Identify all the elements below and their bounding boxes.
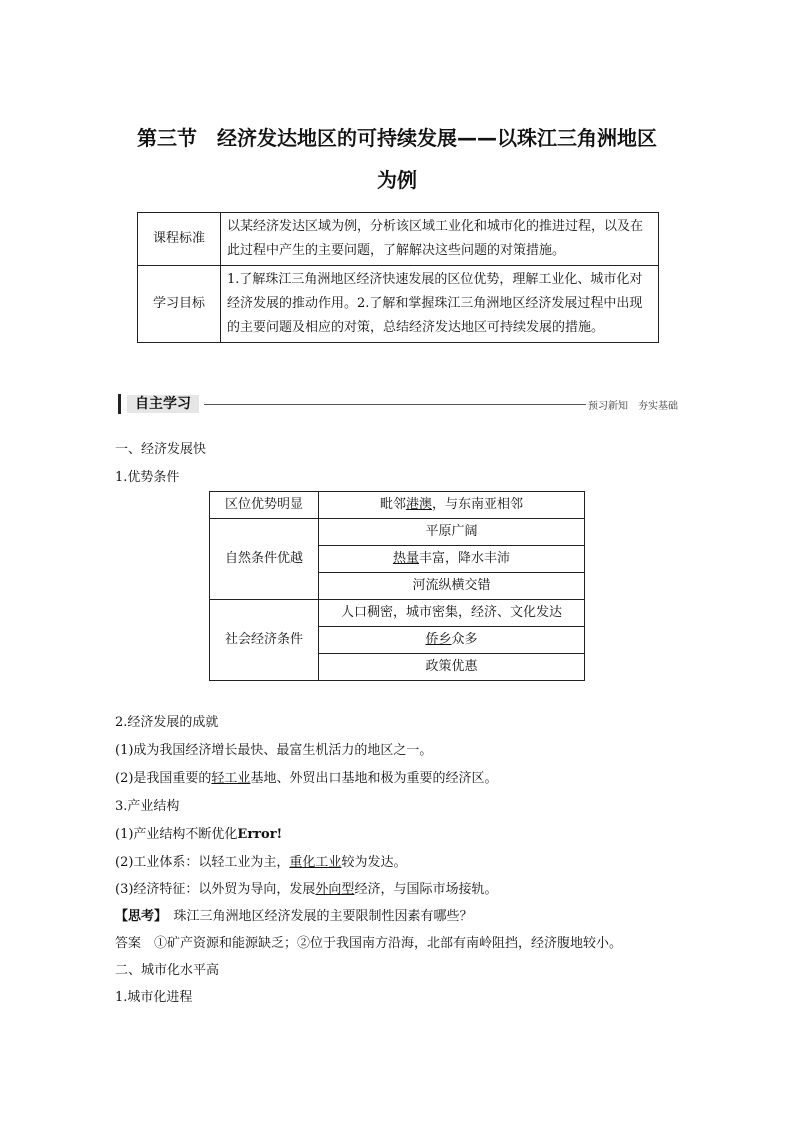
underlined-answer: 外向型: [315, 882, 355, 897]
standards-table: [137, 212, 659, 343]
subheading-industry: 3.产业结构: [115, 799, 180, 814]
page-title-continued: 为例: [377, 168, 417, 192]
think-question: 【思考】 珠江三角洲地区经济发展的主要限制性因素有哪些？: [115, 909, 473, 924]
socio-policy: 政策优惠: [319, 654, 585, 681]
section-header-bar: [118, 394, 678, 416]
answer: 答案 ①矿产资源和能源缺乏；②位于我国南方沿海，北部有南岭阻挡，经济腹地较小。: [115, 936, 623, 951]
page-title: 第三节 经济发达地区的可持续发展——以珠江三角洲地区: [137, 126, 657, 150]
subheading-achievements: 2.经济发展的成就: [115, 715, 219, 730]
section-marker: [118, 394, 121, 414]
section-divider: [204, 404, 586, 405]
natural-label: 自然条件优越: [210, 519, 319, 600]
socio-population: 人口稠密，城市密集，经济、文化发达: [319, 600, 585, 627]
error-text: Error!: [237, 827, 283, 842]
industry-2: (2)工业体系：以轻工业为主，重化工业较为发达。: [115, 855, 407, 870]
industry-3: (3)经济特征：以外贸为导向，发展外向型经济，与国际市场接轨。: [115, 882, 498, 897]
underlined-answer: 重化工业: [289, 855, 342, 870]
natural-rivers: 河流纵横交错: [319, 573, 585, 600]
heading-urbanization: 二、城市化水平高: [115, 963, 220, 978]
answer-tag: 答案: [115, 936, 142, 951]
section-label: 自主学习: [127, 395, 199, 413]
objectives-label: 学习目标: [138, 266, 221, 343]
subheading-advantages: 1.优势条件: [115, 470, 180, 485]
section-subtitle: 预习新知 夯实基础: [588, 401, 678, 412]
socio-overseas: 侨乡众多: [319, 627, 585, 654]
underlined-answer: 轻工业: [211, 771, 251, 786]
watermark: [602, 760, 628, 788]
underlined-answer: 侨乡: [425, 632, 452, 647]
natural-heat: 热量丰富，降水丰沛: [319, 546, 585, 573]
table-row: [210, 492, 585, 519]
table-row: [138, 266, 659, 343]
industry-1: (1)产业结构不断优化Error!: [115, 827, 283, 842]
table-row: [138, 213, 659, 266]
table-row: [210, 519, 585, 546]
location-value: 毗邻港澳，与东南亚相邻: [319, 492, 585, 519]
objectives-content: 1.了解珠江三角洲地区经济快速发展的区位优势，理解工业化、城市化对经济发展的推动作用。2.了解和掌握珠江三角洲地区经济发展过程中出现的主要问题及相应的对策，总结经济发达地区可持续发展的措施。: [221, 266, 659, 343]
underlined-answer: 港澳: [405, 497, 432, 512]
location-label: 区位优势明显: [210, 492, 319, 519]
advantages-table: [209, 491, 585, 681]
socioeconomic-label: 社会经济条件: [210, 600, 319, 681]
subheading-urbanization-process: 1.城市化进程: [115, 990, 193, 1005]
standards-content: 以某经济发达区域为例，分析该区域工业化和城市化的推进过程，以及在此过程中产生的主要问题，了解解决这些问题的对策措施。: [221, 213, 659, 266]
heading-economy: 一、经济发展快: [115, 442, 207, 457]
standards-label: 课程标准: [138, 213, 221, 266]
natural-plain: 平原广阔: [319, 519, 585, 546]
think-tag: 【思考】: [115, 909, 168, 924]
table-row: [210, 600, 585, 627]
underlined-answer: 热量: [392, 551, 419, 566]
achievement-2: (2)是我国重要的轻工业基地、外贸出口基地和极为重要的经济区。: [115, 771, 498, 786]
achievement-1: (1)成为我国经济增长最快、最富生机活力的地区之一。: [115, 743, 433, 758]
